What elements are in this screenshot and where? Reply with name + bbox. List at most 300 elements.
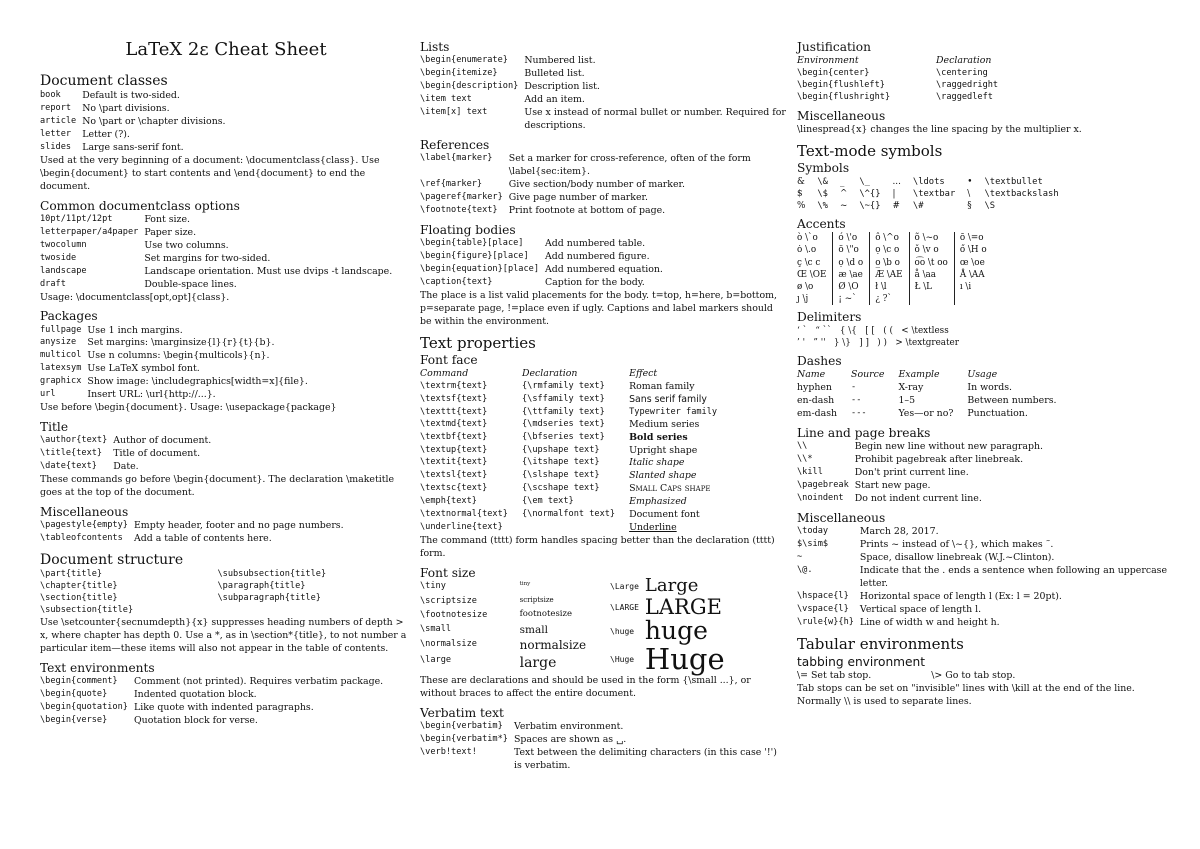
table-row — [40, 142, 226, 155]
table-cell: % — [797, 201, 806, 212]
table-row — [40, 569, 412, 581]
table-cell: Indicate that the . ends a sentence when following an uppercase letter. — [859, 565, 1168, 589]
table-row — [797, 68, 1012, 80]
table-cell: ȯ \.o — [797, 245, 817, 256]
table-row — [40, 337, 308, 350]
table-cell: \footnote{text} — [420, 204, 498, 215]
table-row — [40, 435, 211, 448]
table-row — [40, 90, 226, 103]
table-row — [420, 734, 786, 747]
section-note: These are declarations and should be used in the form {\small ...}, or without braces to affect the entire document. — [420, 674, 751, 699]
table-row — [797, 176, 1071, 188]
dashes-table — [797, 369, 1071, 421]
section-heading: References — [420, 137, 490, 152]
table-cell: $ — [797, 188, 803, 199]
table-cell: ö \"o — [833, 244, 870, 256]
table-row — [420, 419, 731, 432]
table-cell: tiny — [519, 581, 531, 588]
table-row — [797, 591, 1167, 604]
table-cell: twoside — [40, 252, 77, 263]
section-heading: Text environments — [40, 660, 155, 675]
table-cell: Add an item. — [524, 93, 585, 105]
table-cell: \date{text} — [40, 461, 97, 472]
column-2 — [420, 36, 786, 773]
table-row — [40, 363, 308, 376]
column-3 — [797, 36, 1167, 709]
kv-table — [40, 676, 383, 728]
table-cell: \item[x] text — [420, 106, 488, 117]
table-cell: LARGE — [644, 595, 722, 620]
table-cell: \ref{marker} — [420, 178, 483, 189]
table-row — [420, 192, 786, 205]
section-note: Usage: \documentclass[opt,opt]{class}. — [40, 291, 230, 303]
table-cell: \normalsize — [420, 638, 477, 649]
table-cell: \today — [797, 526, 829, 537]
kv-table — [40, 520, 344, 546]
table-cell: \textbf{text} — [420, 431, 488, 442]
table-row — [797, 441, 1043, 454]
table-cell: March 28, 2017. — [859, 526, 939, 538]
table-row — [420, 496, 731, 509]
table-cell: latexsym — [40, 363, 82, 374]
table-cell: \texttt{text} — [420, 406, 488, 417]
table-cell: Start new page. — [854, 480, 931, 492]
table-cell: \textsl{text} — [420, 470, 488, 481]
table-cell: Large — [644, 575, 699, 597]
table-cell: \begin{verbatim*} — [420, 733, 508, 744]
table-row — [40, 689, 383, 702]
table-cell: \vspace{l} — [797, 603, 849, 614]
table-cell: 1–5 — [898, 395, 916, 407]
table-cell: \verb!text! — [420, 746, 477, 757]
delimiters-line: ’ ' ” '' } \} ] ] ) ) > \textgreater — [797, 338, 959, 349]
table-cell: Document font — [629, 509, 700, 521]
table-cell: \paragraph{title} — [217, 581, 306, 592]
table-cell: \caption{text} — [420, 276, 493, 287]
table-cell: Show image: \includegraphics[width=x]{file}. — [87, 376, 308, 388]
table-cell: ǒ \v o — [909, 244, 954, 256]
table-cell: \# — [912, 201, 924, 212]
table-cell: small — [519, 624, 548, 637]
table-row — [40, 129, 226, 142]
table-cell: ȷ \j — [797, 293, 809, 304]
table-row — [420, 205, 786, 218]
table-cell: Bold series — [629, 431, 688, 443]
table-cell: \item text — [420, 93, 472, 104]
table-cell: Font size. — [144, 213, 191, 225]
section-heading: Delimiters — [797, 310, 862, 325]
accents-table — [797, 232, 993, 305]
table-cell: \begin{comment} — [40, 675, 118, 686]
table-cell: \footnotesize — [420, 609, 488, 620]
table-cell: Ø \O — [833, 281, 870, 293]
table-cell: letter — [40, 128, 72, 139]
table-cell: Spaces are shown as ␣. — [513, 733, 627, 745]
table-row — [40, 461, 211, 474]
table-cell: \huge — [610, 626, 635, 636]
table-row — [797, 617, 1167, 630]
table-cell: Comment (not printed). Requires verbatim package. — [133, 675, 384, 687]
table-cell: 10pt/11pt/12pt — [40, 213, 113, 224]
table-cell: § — [967, 201, 972, 212]
table-row — [40, 253, 392, 266]
table-cell: Italic shape — [629, 457, 685, 469]
table-cell: \scriptsize — [420, 595, 477, 606]
table-cell: \author{text} — [40, 435, 108, 446]
table-cell: Description list. — [524, 80, 600, 92]
table-cell: Emphasized — [629, 496, 687, 508]
section-heading: Miscellaneous — [797, 511, 886, 526]
table-cell: \LARGE — [610, 602, 639, 612]
section-heading: Symbols — [797, 160, 850, 175]
table-cell: Ł \L — [909, 281, 954, 293]
table-cell: ô \^o — [870, 232, 909, 244]
table-cell: ... — [892, 176, 901, 187]
table-cell: \begin{center} — [797, 68, 870, 78]
table-row — [797, 526, 1167, 539]
table-cell: \raggedleft — [936, 91, 993, 102]
table-cell: \textbackslash — [984, 188, 1059, 199]
table-cell: \textup{text} — [420, 444, 488, 455]
section-heading: Miscellaneous — [797, 108, 886, 123]
tab-stop-item: \= Set tab stop. — [797, 670, 872, 682]
table-cell — [522, 522, 629, 535]
table-cell: \ — [967, 188, 971, 199]
kv-table — [420, 153, 786, 218]
table-cell: $\sim$ — [797, 539, 829, 550]
table-cell: graphicx — [40, 376, 82, 387]
table-cell: Space, disallow linebreak (W.J.~Clinton). — [859, 552, 1055, 564]
table-cell: Use x instead of normal bullet or number. Required for descriptions. — [524, 106, 786, 131]
table-cell: letterpaper/a4paper — [40, 226, 139, 237]
table-cell: Add a table of contents here. — [133, 533, 272, 545]
table-cell: \$ — [817, 188, 828, 199]
table-cell: \chapter{title} — [40, 581, 118, 592]
table-row — [797, 293, 993, 305]
table-row — [40, 376, 308, 389]
table-cell: \raggedright — [936, 79, 999, 90]
table-row — [420, 277, 663, 290]
table-cell: ~ — [839, 201, 848, 212]
table-row — [420, 596, 610, 610]
table-cell: \tableofcontents — [40, 533, 123, 544]
table-row — [797, 493, 1043, 506]
table-cell — [954, 293, 992, 305]
table-cell: Add numbered figure. — [545, 250, 650, 262]
table-cell: \pagestyle{empty} — [40, 520, 128, 531]
table-cell: {\em text} — [521, 496, 574, 507]
table-cell: multicol — [40, 350, 82, 361]
structure-table — [40, 569, 412, 616]
table-cell: Set a marker for cross-reference, often of the form \label{sec:item}. — [508, 152, 751, 177]
table-row — [420, 68, 786, 81]
section-note: \linespread{x} changes the line spacing by the multiplier x. — [797, 123, 1082, 135]
table-row — [420, 581, 610, 595]
table-cell: \part{title} — [40, 569, 103, 580]
table-row — [40, 266, 392, 279]
table-row — [420, 721, 786, 734]
table-cell: \begin{quote} — [40, 688, 108, 699]
section-heading: Document structure — [40, 552, 184, 569]
table-row — [40, 103, 226, 116]
table-cell: --- — [851, 408, 867, 419]
table-row — [797, 244, 993, 256]
kv-table — [797, 441, 1043, 506]
table-cell: \textrm{text} — [420, 380, 488, 391]
table-row — [420, 483, 731, 496]
col-header: Usage — [967, 369, 998, 381]
section-heading: Text-mode symbols — [797, 141, 943, 160]
table-cell: \begin{flushleft} — [797, 79, 885, 90]
table-cell: Typewriter family — [629, 406, 718, 417]
kv-table — [797, 526, 1167, 630]
table-cell: \noindent — [797, 493, 844, 504]
table-cell: draft — [40, 278, 66, 289]
table-cell: Title of document. — [113, 448, 201, 460]
table-cell: {\bfseries text} — [521, 431, 605, 442]
table-cell: \_ — [859, 176, 870, 187]
tab-stops — [797, 670, 1167, 683]
table-row — [797, 188, 1071, 200]
table-row — [610, 596, 725, 618]
kv-table — [40, 214, 392, 292]
table-row — [420, 94, 786, 107]
col-header: Environment — [797, 55, 859, 67]
table-cell: \textsc{text} — [420, 483, 488, 494]
table-cell: Set margins for two-sided. — [144, 252, 271, 264]
table-cell: X-ray — [898, 382, 924, 394]
table-cell: \ldots — [912, 176, 945, 187]
table-cell: anysize — [40, 337, 77, 348]
table-cell: ł \l — [870, 281, 909, 293]
table-cell: \begin{verse} — [40, 714, 108, 725]
table-row — [420, 639, 610, 656]
table-row — [40, 676, 383, 689]
section-heading: Font size — [420, 566, 476, 581]
section-heading: Packages — [40, 309, 98, 324]
table-cell: \textmd{text} — [420, 418, 488, 429]
table-cell: \Large — [610, 582, 639, 592]
table-cell: {\ttfamily text} — [521, 406, 605, 417]
table-cell: \begin{verbatim} — [420, 720, 503, 731]
table-cell: Give section/body number of marker. — [508, 178, 685, 190]
section-heading: Text properties — [420, 333, 536, 352]
section-heading: Lists — [420, 40, 450, 54]
table-cell: \subsubsection{title} — [217, 569, 327, 580]
col-header: Declaration — [521, 367, 578, 379]
table-row — [797, 480, 1043, 493]
table-cell: | — [892, 188, 896, 199]
font-size-left — [420, 581, 610, 675]
section-note: Tab stops can be set on "invisible" lines with \kill at the end of the line. Normally \\ is used to separate lines. — [797, 683, 1135, 708]
section-note: The command (tttt) form handles spacing better than the declaration (tttt) form. — [420, 535, 775, 560]
table-row — [420, 470, 731, 483]
table-row — [797, 200, 1071, 212]
table-row — [797, 382, 1071, 395]
table-cell: ō \=o — [954, 232, 992, 244]
table-row — [797, 281, 993, 293]
col-header: Example — [898, 369, 940, 381]
table-cell: Punctuation. — [967, 408, 1028, 420]
table-cell: normalsize — [519, 637, 587, 652]
table-row — [40, 448, 211, 461]
table-cell: \\ — [797, 441, 808, 452]
kv-table — [420, 55, 786, 133]
col-header: Effect — [629, 367, 658, 379]
table-cell: \Huge — [610, 655, 635, 665]
table-row — [40, 605, 412, 617]
table-row — [40, 350, 308, 363]
section-heading: Font face — [420, 352, 478, 367]
table-cell: slides — [40, 141, 72, 152]
col-header: Name — [797, 369, 826, 381]
table-cell: large — [519, 655, 557, 672]
table-row — [420, 445, 731, 458]
table-cell: \title{text} — [40, 448, 103, 459]
table-cell: œ \oe — [954, 257, 992, 269]
table-cell: ~ — [797, 552, 803, 563]
table-cell: \\* — [797, 454, 813, 465]
table-cell: ọ \d o — [833, 257, 870, 269]
table-row — [420, 153, 786, 179]
table-cell: o̲ \b o — [870, 257, 909, 269]
table-row — [420, 610, 610, 624]
table-cell: url — [40, 389, 56, 400]
table-cell: \% — [817, 201, 828, 212]
table-cell: • — [967, 176, 973, 187]
table-cell: Œ \OE — [797, 269, 827, 280]
table-cell: Prohibit pagebreak after linebreak. — [854, 454, 1024, 466]
table-cell: ı \i — [954, 281, 992, 293]
table-cell: \begin{table}[place] — [420, 237, 524, 248]
table-row — [797, 395, 1071, 408]
section-note: Use \setcounter{secnumdepth}{x} suppresses heading numbers of depth > x, where chapter has depth 0. Use a *, as in \section*{title}, to not number a particular item—these items will also not appear in the table of contents. — [40, 616, 407, 654]
table-cell: Add numbered table. — [545, 237, 646, 249]
table-cell: \begin{flushright} — [797, 91, 891, 102]
table-cell: Give page number of marker. — [508, 191, 648, 203]
table-cell: Letter (?). — [82, 128, 130, 140]
table-cell: footnotesize — [519, 608, 573, 619]
table-row — [40, 227, 392, 240]
table-cell: Landscape orientation. Must use dvips -t landscape. — [144, 265, 393, 277]
table-cell: {\normalfont text} — [521, 509, 616, 520]
table-cell: \centering — [936, 68, 988, 78]
table-cell: hyphen — [797, 382, 832, 394]
table-cell: Use LaTeX symbol font. — [87, 363, 200, 375]
table-cell: Indented quotation block. — [133, 688, 257, 700]
table-row — [420, 55, 786, 68]
table-cell: \emph{text} — [420, 496, 477, 507]
table-cell: # — [892, 201, 900, 212]
table-row — [420, 655, 610, 674]
table-cell: Set margins: \marginsize{l}{r}{t}{b}. — [87, 337, 275, 349]
table-cell: article — [40, 115, 77, 126]
table-row — [797, 565, 1167, 591]
table-cell: Double-space lines. — [144, 278, 237, 290]
table-cell: No \part or \chapter divisions. — [82, 115, 226, 127]
table-row — [797, 604, 1167, 617]
table-cell: Medium series — [629, 418, 700, 430]
table-row — [40, 593, 412, 605]
table-cell: æ \ae — [833, 269, 870, 281]
table-cell — [217, 605, 412, 617]
section-heading: Title — [40, 420, 69, 435]
kv-table — [420, 238, 663, 290]
table-cell: {\mdseries text} — [521, 418, 605, 429]
table-row — [797, 80, 1012, 92]
table-row — [40, 581, 412, 593]
table-row — [420, 624, 610, 639]
table-cell: \begin{quotation} — [40, 701, 128, 712]
table-row — [420, 509, 731, 522]
table-cell: Upright shape — [629, 444, 698, 456]
section-heading: Document classes — [40, 72, 168, 89]
table-row — [420, 747, 786, 773]
table-cell: Caption for the body. — [545, 276, 645, 288]
table-cell: \kill — [797, 467, 823, 478]
section-note: These commands go before \begin{document}. The declaration \maketitle goes at the top of the document. — [40, 474, 395, 499]
col-header: Declaration — [936, 55, 992, 67]
table-cell: \rule{w}{h} — [797, 616, 854, 627]
table-row — [420, 179, 786, 192]
table-cell: _ — [839, 176, 845, 187]
table-cell: \subsection{title} — [40, 604, 134, 615]
table-row — [420, 407, 731, 419]
table-row — [797, 269, 993, 281]
table-cell: \subparagraph{title} — [217, 592, 321, 603]
table-cell: en-dash — [797, 395, 835, 407]
table-row — [40, 325, 308, 338]
table-cell: o͡o \t oo — [909, 257, 954, 269]
column-1 — [40, 36, 412, 727]
table-cell: Large sans-serif font. — [82, 141, 184, 153]
font-face-table — [420, 368, 731, 535]
table-cell: -- — [851, 395, 862, 406]
table-cell: Author of document. — [113, 435, 212, 447]
table-cell: Print footnote at bottom of page. — [508, 204, 666, 216]
table-cell: \tiny — [420, 581, 446, 592]
table-row — [797, 232, 993, 244]
symbols-table — [797, 176, 1071, 212]
table-cell: Æ \AE — [870, 269, 909, 281]
table-row — [40, 214, 392, 227]
table-cell: õ \~o — [909, 232, 954, 244]
table-row — [797, 408, 1071, 421]
table-cell: Numbered list. — [524, 55, 596, 67]
table-cell: book — [40, 89, 61, 100]
table-cell: \begin{equation}[place] — [420, 263, 539, 274]
table-cell: ò \`o — [797, 233, 818, 244]
col-header: Command — [420, 367, 469, 379]
table-cell: Paper size. — [144, 226, 197, 238]
table-cell: {\upshape text} — [521, 444, 600, 455]
table-row — [40, 533, 344, 546]
table-row — [420, 457, 731, 470]
table-cell: \~{} — [859, 201, 881, 212]
kv-table — [40, 90, 226, 155]
table-cell: Yes—or no? — [898, 408, 954, 420]
table-cell: \pagebreak — [797, 480, 849, 491]
table-cell: twocolumn — [40, 239, 87, 250]
table-cell: No \part divisions. — [82, 102, 170, 114]
table-row — [40, 389, 308, 402]
table-cell: ¡ ~` — [833, 293, 870, 305]
table-cell: \large — [420, 655, 452, 666]
kv-table — [40, 325, 308, 403]
table-cell: {\rmfamily text} — [521, 380, 605, 391]
table-cell: Verbatim environment. — [513, 720, 624, 732]
table-cell: ø \o — [797, 281, 814, 292]
